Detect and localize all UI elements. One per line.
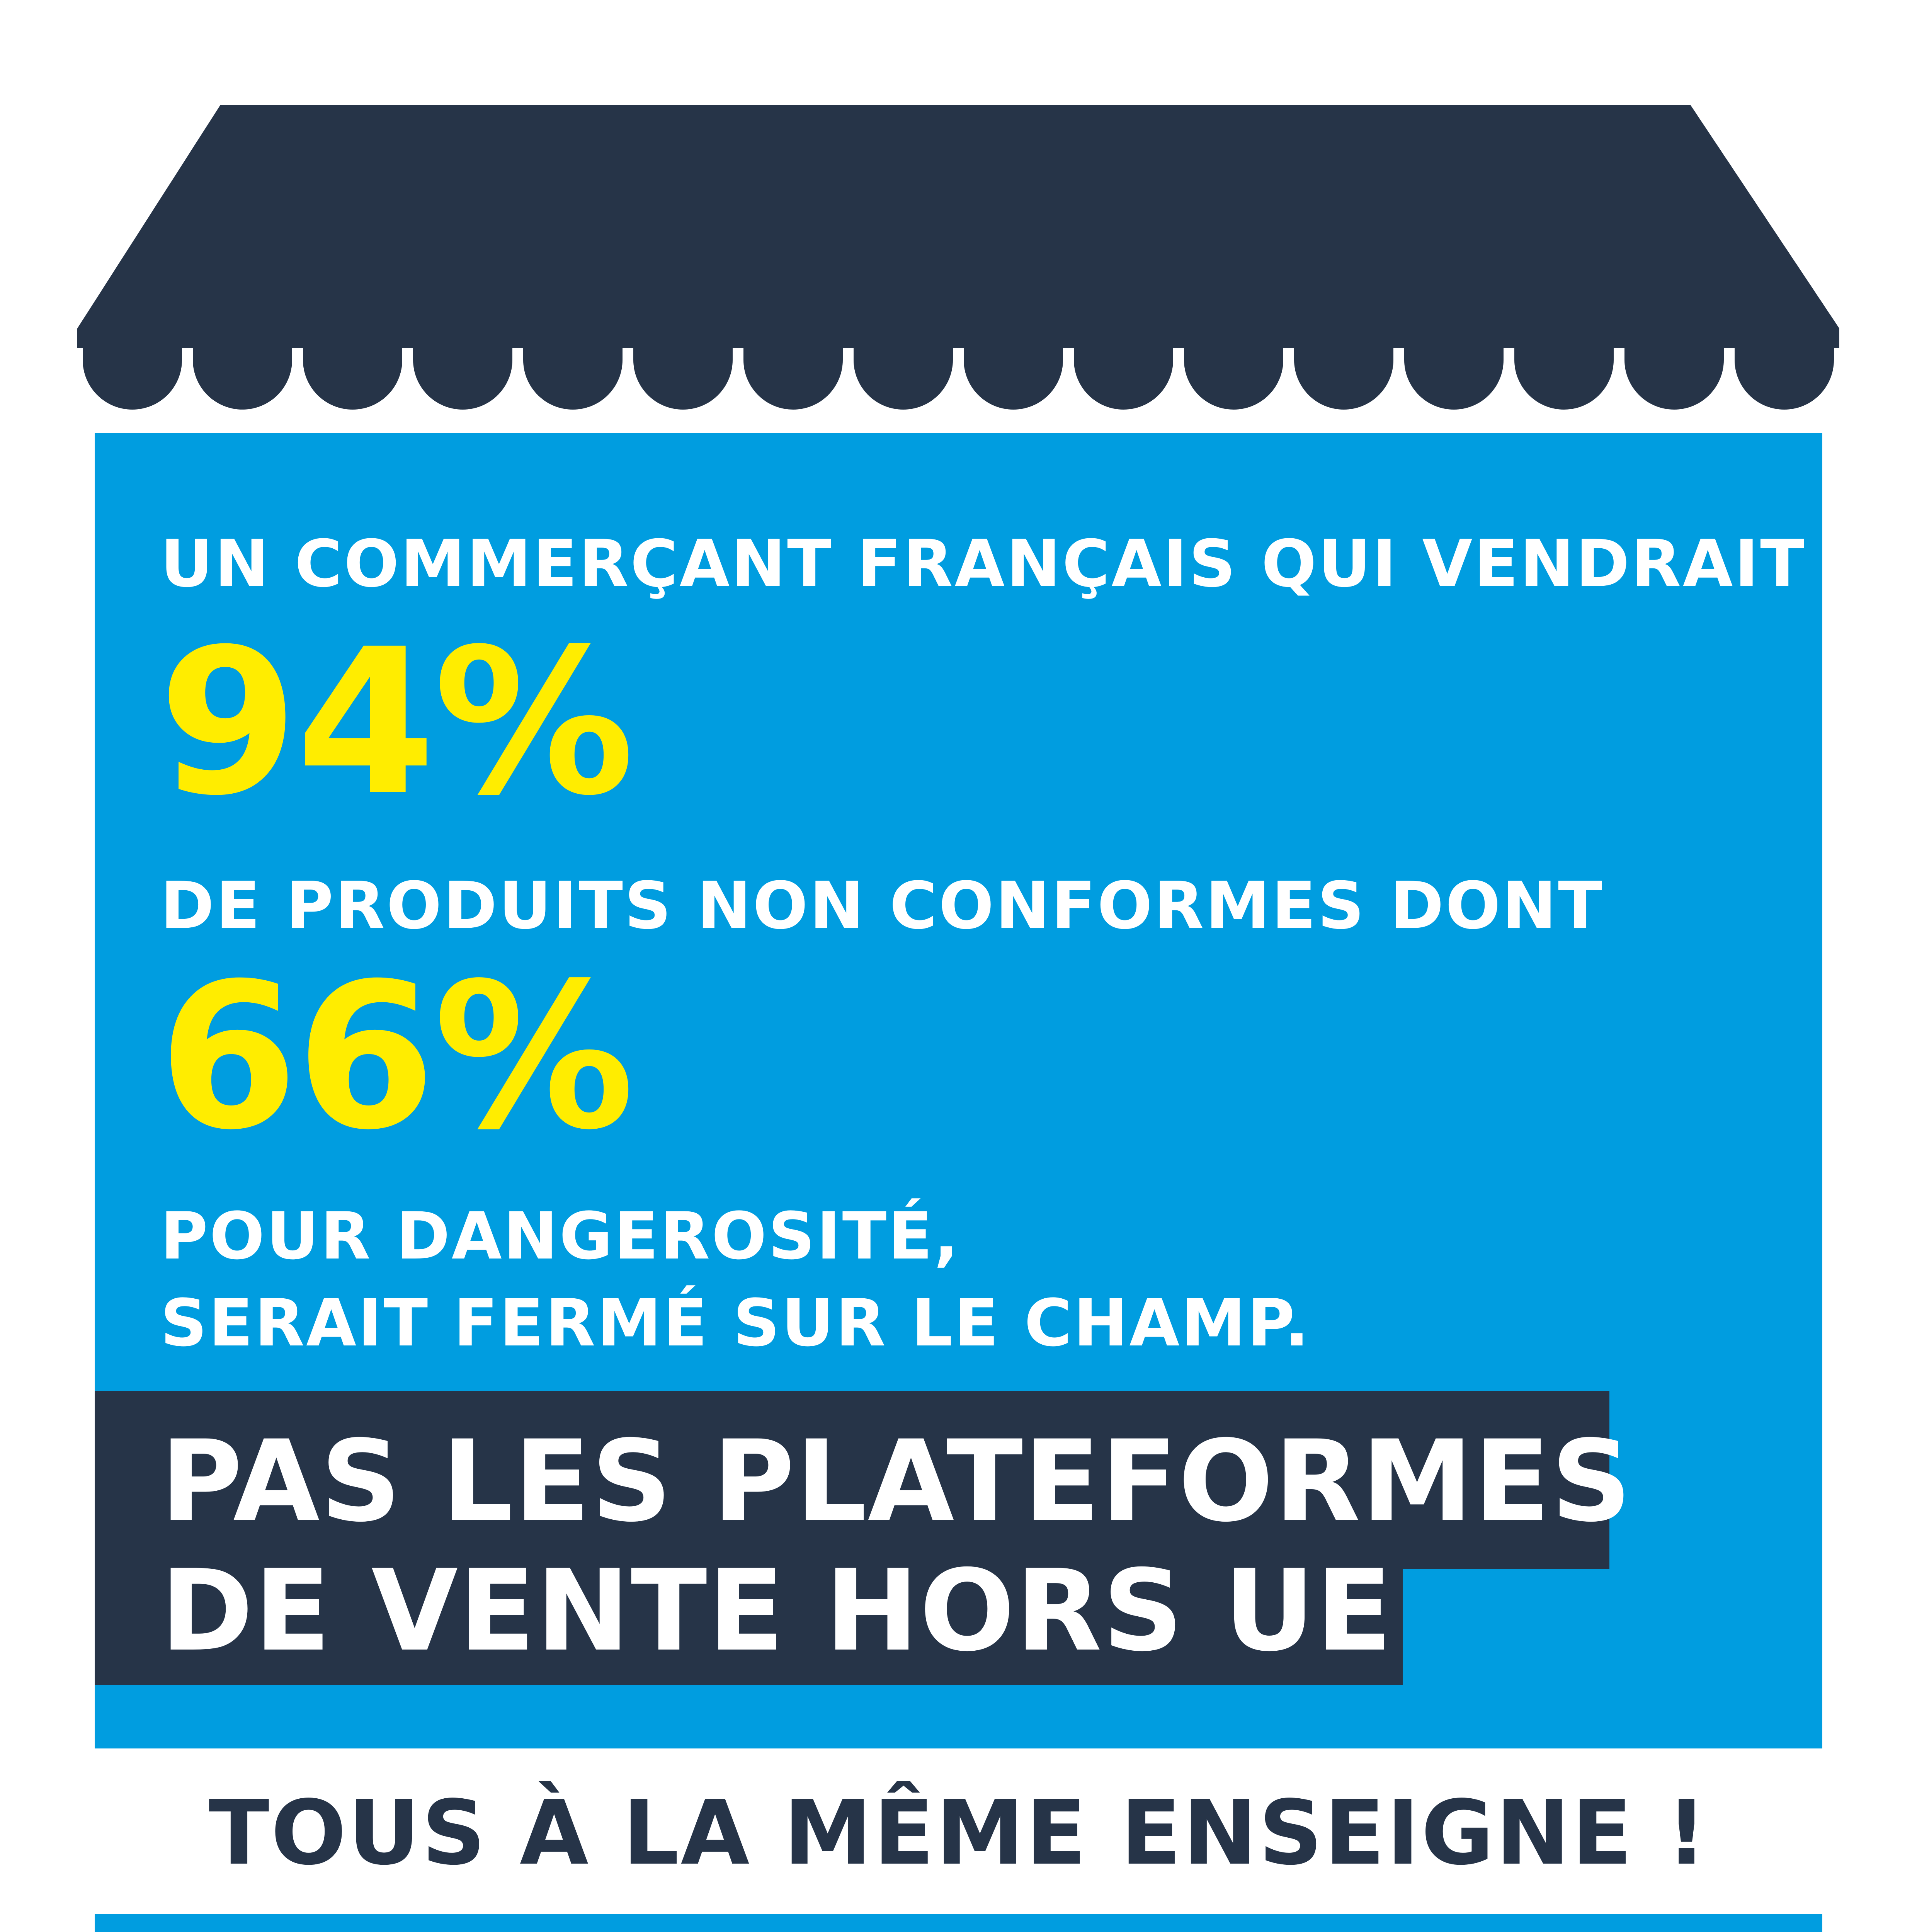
awning-scallop bbox=[743, 344, 843, 410]
awning-scallop bbox=[1624, 344, 1724, 410]
awning-scallop bbox=[413, 344, 512, 410]
awning-scallop bbox=[1184, 344, 1283, 410]
awning-scallop bbox=[1514, 344, 1614, 410]
headline-line-2: DE PRODUITS NON CONFORMES DONT bbox=[160, 868, 1604, 944]
headline-line-3: POUR DANGEROSITÉ, bbox=[160, 1198, 960, 1274]
awning-illustration bbox=[0, 0, 1917, 464]
awning-scallop bbox=[633, 344, 733, 410]
awning-scallop bbox=[193, 344, 292, 410]
awning-scallop bbox=[1404, 344, 1504, 410]
platforms-line-2: DE VENTE HORS UE bbox=[160, 1546, 1393, 1676]
awning-scallop bbox=[1074, 344, 1173, 410]
awning-scallop bbox=[303, 344, 402, 410]
bottom-blue-panel bbox=[95, 1914, 1822, 1932]
platforms-line-1: PAS LES PLATEFORMES bbox=[160, 1417, 1633, 1547]
stat-dangerous-percent: 66% bbox=[158, 940, 633, 1174]
headline-line-1: UN COMMERÇANT FRANÇAIS QUI VENDRAIT bbox=[160, 526, 1806, 602]
awning-scallop bbox=[83, 344, 182, 410]
awning-scallop bbox=[1294, 344, 1393, 410]
awning-scallop bbox=[854, 344, 953, 410]
awning-scallop bbox=[1735, 344, 1834, 410]
headline-line-4: SERAIT FERMÉ SUR LE CHAMP. bbox=[160, 1285, 1311, 1361]
awning-scallop bbox=[964, 344, 1063, 410]
awning-scallop bbox=[523, 344, 623, 410]
slogan: TOUS À LA MÊME ENSEIGNE ! bbox=[209, 1782, 1708, 1885]
stat-non-conforming-percent: 94% bbox=[158, 605, 633, 840]
